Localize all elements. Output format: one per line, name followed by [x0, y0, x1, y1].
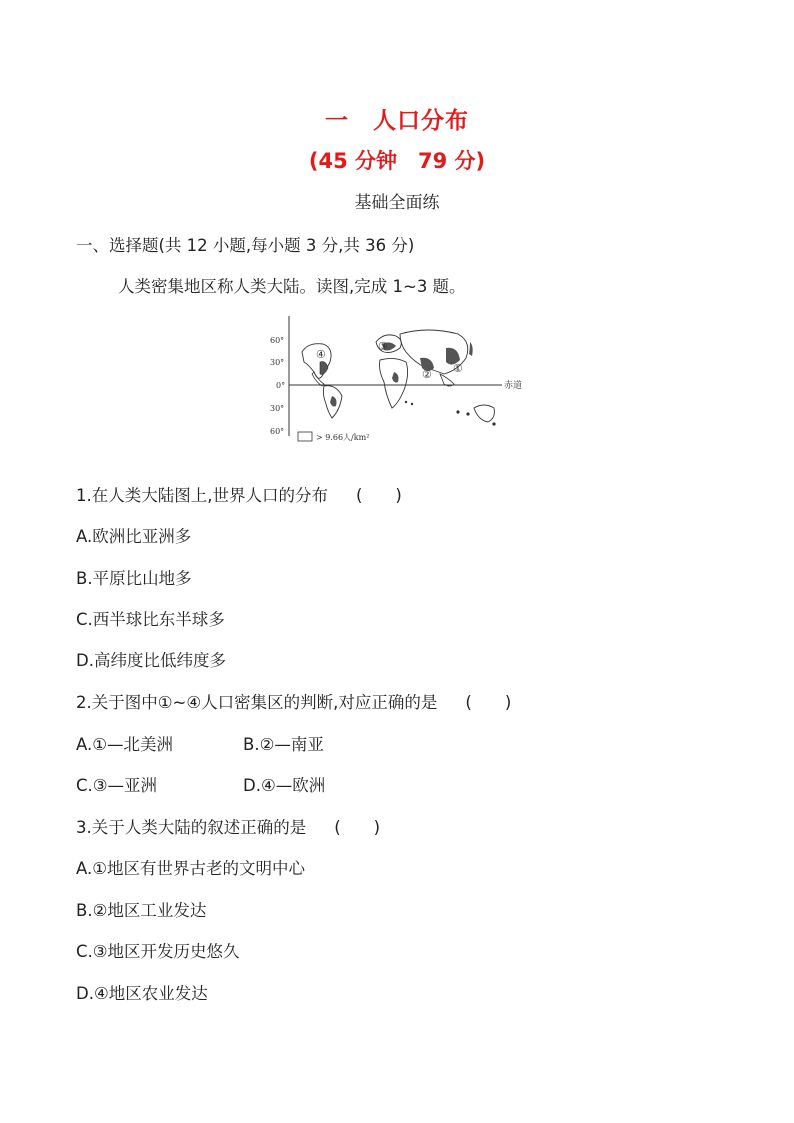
question-1-text: 1.在人类大陆图上,世界人口的分布 [76, 486, 328, 505]
africa-shape [380, 358, 408, 408]
marker-2: ② [422, 368, 432, 381]
lat-label-60s: 60° [270, 427, 285, 436]
q2-option-a[interactable]: A.①—北美洲 [76, 735, 174, 754]
q1-option-a[interactable]: A.欧洲比亚洲多 [76, 527, 192, 546]
island-dot [492, 422, 495, 425]
legend-swatch [298, 432, 312, 441]
question-3-stem [76, 814, 380, 838]
q3-option-b[interactable]: B.②地区工业发达 [76, 901, 207, 920]
q2-option-c[interactable]: C.③—亚洲 [76, 776, 158, 795]
question-1-stem [76, 482, 402, 506]
answer-blank-2[interactable]: ( ) [465, 693, 512, 712]
south-america-dense-area [330, 396, 337, 407]
north-america-dense-area [320, 362, 328, 375]
q2-options-row-2 [76, 772, 326, 796]
island-dot [411, 403, 413, 405]
answer-blank-3[interactable]: ( ) [334, 818, 381, 837]
island-dot [456, 410, 459, 413]
level-subtitle: 基础全面练 [354, 193, 440, 213]
q2-option-d[interactable]: D.④—欧洲 [243, 776, 326, 795]
q1-option-d[interactable]: D.高纬度比低纬度多 [76, 651, 226, 670]
island-dot [466, 412, 469, 415]
legend-label: > 9.66人/km² [316, 433, 370, 442]
answer-blank-1[interactable]: ( ) [356, 486, 402, 505]
question-3-text: 3.关于人类大陆的叙述正确的是 [76, 818, 307, 837]
lat-label-30n: 30° [270, 358, 285, 367]
lesson-title: 一 人口分布 [325, 108, 469, 134]
question-2-stem [76, 689, 511, 713]
marker-1: ① [453, 362, 463, 375]
southeast-asia-shape [440, 374, 454, 386]
lat-label-30s: 30° [270, 404, 285, 413]
marker-4: ④ [316, 348, 326, 361]
q3-option-a[interactable]: A.①地区有世界古老的文明中心 [76, 859, 306, 878]
japan-shape [469, 342, 473, 356]
q2-options-row-1 [76, 731, 324, 755]
question-2-text: 2.关于图中①~④人口密集区的判断,对应正确的是 [76, 693, 438, 712]
section-intro: 人类密集地区称人类大陆。读图,完成 1~3 题。 [118, 277, 466, 296]
q3-option-d[interactable]: D.④地区农业发达 [76, 984, 208, 1003]
lat-label-0: 0° [276, 381, 286, 390]
equator-label: 赤道 [504, 381, 523, 391]
population-map [268, 312, 523, 450]
marker-3: ③ [378, 340, 388, 353]
section-heading: 一、选择题(共 12 小题,每小题 3 分,共 36 分) [76, 236, 415, 255]
australia-shape [474, 405, 494, 422]
africa-dense-area [392, 372, 399, 383]
q2-option-b[interactable]: B.②—南亚 [243, 735, 324, 754]
q1-option-c[interactable]: C.西半球比东半球多 [76, 610, 225, 629]
lat-label-60n: 60° [270, 336, 285, 345]
q1-option-b[interactable]: B.平原比山地多 [76, 569, 192, 588]
island-dot [405, 401, 407, 403]
q3-option-c[interactable]: C.③地区开发历史悠久 [76, 942, 240, 961]
time-score: (45 分钟 79 分) [308, 149, 486, 173]
